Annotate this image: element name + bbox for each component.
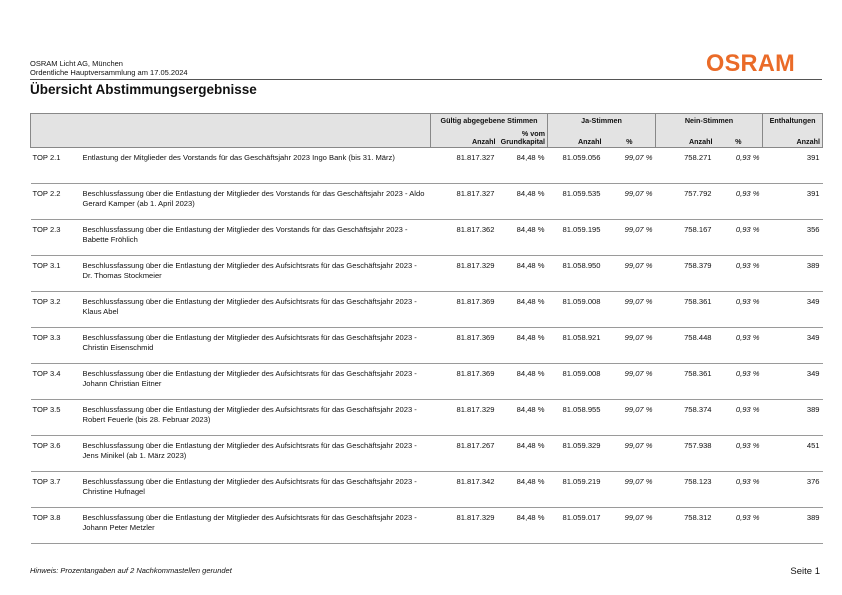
row-top-id: TOP 3.1: [31, 256, 80, 292]
table-row: [31, 508, 823, 544]
row-no-pct: 0,93 %: [715, 436, 763, 472]
row-abstain-count: 349: [763, 328, 823, 364]
page-number: Seite 1: [790, 566, 820, 577]
row-no-pct: 0,93 %: [715, 292, 763, 328]
row-yes-count: 81.059.056: [548, 148, 604, 184]
company-info: [30, 59, 188, 77]
header-valid-votes: Gültig abgegebene Stimmen: [431, 114, 548, 127]
voting-results-table: [30, 113, 823, 544]
company-name: OSRAM Licht AG, München: [30, 59, 123, 68]
row-abstain-count: 349: [763, 292, 823, 328]
row-no-pct: 0,93 %: [715, 400, 763, 436]
row-no-count: 758.448: [656, 328, 715, 364]
row-valid-count: 81.817.327: [431, 184, 498, 220]
row-yes-pct: 99,07 %: [604, 184, 656, 220]
header-blank-sub: [31, 126, 431, 148]
header-yes-count: Anzahl: [548, 126, 604, 148]
row-abstain-count: 391: [763, 148, 823, 184]
header-no-votes: Nein-Stimmen: [656, 114, 763, 127]
row-description: Beschlussfassung über die Entlastung der Mitglieder des Vorstands für das Geschäftsjahr 2023 - Aldo Gerard Kamper (ab 1. April 2023): [80, 184, 431, 220]
row-abstain-count: 389: [763, 508, 823, 544]
row-no-pct: 0,93 %: [715, 364, 763, 400]
table-row: [31, 256, 823, 292]
row-top-id: TOP 3.7: [31, 472, 80, 508]
row-no-pct: 0,93 %: [715, 256, 763, 292]
row-abstain-count: 389: [763, 256, 823, 292]
header-yes-votes: Ja-Stimmen: [548, 114, 656, 127]
row-valid-pct: 84,48 %: [498, 508, 548, 544]
row-no-count: 758.361: [656, 364, 715, 400]
row-abstain-count: 356: [763, 220, 823, 256]
row-yes-count: 81.059.535: [548, 184, 604, 220]
row-yes-pct: 99,07 %: [604, 256, 656, 292]
row-yes-count: 81.059.329: [548, 436, 604, 472]
row-valid-pct: 84,48 %: [498, 364, 548, 400]
row-no-count: 758.167: [656, 220, 715, 256]
row-yes-pct: 99,07 %: [604, 508, 656, 544]
header-valid-count: Anzahl: [431, 126, 498, 148]
row-valid-pct: 84,48 %: [498, 220, 548, 256]
row-top-id: TOP 2.2: [31, 184, 80, 220]
row-abstain-count: 349: [763, 364, 823, 400]
table-row: [31, 184, 823, 220]
row-yes-count: 81.058.955: [548, 400, 604, 436]
row-valid-pct: 84,48 %: [498, 256, 548, 292]
table-row: [31, 364, 823, 400]
row-yes-count: 81.059.017: [548, 508, 604, 544]
row-top-id: TOP 3.5: [31, 400, 80, 436]
row-no-pct: 0,93 %: [715, 220, 763, 256]
row-yes-pct: 99,07 %: [604, 436, 656, 472]
row-abstain-count: 391: [763, 184, 823, 220]
row-yes-count: 81.059.219: [548, 472, 604, 508]
row-yes-pct: 99,07 %: [604, 148, 656, 184]
header-blank: [31, 114, 431, 127]
row-yes-count: 81.058.950: [548, 256, 604, 292]
row-top-id: TOP 3.3: [31, 328, 80, 364]
table-row: [31, 292, 823, 328]
table-row: [31, 220, 823, 256]
header-yes-pct: %: [604, 126, 656, 148]
row-valid-count: 81.817.329: [431, 508, 498, 544]
row-valid-count: 81.817.362: [431, 220, 498, 256]
row-yes-pct: 99,07 %: [604, 472, 656, 508]
header-row-sub: [31, 126, 823, 148]
row-yes-pct: 99,07 %: [604, 328, 656, 364]
row-valid-count: 81.817.329: [431, 400, 498, 436]
row-yes-pct: 99,07 %: [604, 364, 656, 400]
row-no-count: 758.379: [656, 256, 715, 292]
row-valid-count: 81.817.342: [431, 472, 498, 508]
table-body: [31, 148, 823, 544]
row-no-count: 757.792: [656, 184, 715, 220]
row-valid-pct: 84,48 %: [498, 436, 548, 472]
row-yes-pct: 99,07 %: [604, 292, 656, 328]
row-valid-count: 81.817.327: [431, 148, 498, 184]
row-yes-pct: 99,07 %: [604, 220, 656, 256]
row-valid-count: 81.817.369: [431, 364, 498, 400]
row-description: Beschlussfassung über die Entlastung der Mitglieder des Aufsichtsrats für das Geschäftsjahr 2023 - Dr. Thomas Stockmeier: [80, 256, 431, 292]
row-valid-count: 81.817.329: [431, 256, 498, 292]
header-no-count: Anzahl: [656, 126, 715, 148]
row-description: Beschlussfassung über die Entlastung der Mitglieder des Aufsichtsrats für das Geschäftsjahr 2023 - Klaus Abel: [80, 292, 431, 328]
table-row: [31, 436, 823, 472]
table-row: [31, 400, 823, 436]
row-valid-pct: 84,48 %: [498, 148, 548, 184]
row-description: Entlastung der Mitglieder des Vorstands für das Geschäftsjahr 2023 Ingo Bank (bis 31. März): [80, 148, 431, 184]
row-no-count: 758.271: [656, 148, 715, 184]
row-description: Beschlussfassung über die Entlastung der Mitglieder des Aufsichtsrats für das Geschäftsjahr 2023 - Jens Minikel (ab 1. März 2023): [80, 436, 431, 472]
row-valid-count: 81.817.267: [431, 436, 498, 472]
header-abstain-count: Anzahl: [763, 126, 823, 148]
row-top-id: TOP 3.6: [31, 436, 80, 472]
row-no-count: 758.361: [656, 292, 715, 328]
row-description: Beschlussfassung über die Entlastung der Mitglieder des Aufsichtsrats für das Geschäftsjahr 2023 - Christin Eisenschmid: [80, 328, 431, 364]
row-no-count: 757.938: [656, 436, 715, 472]
row-top-id: TOP 3.8: [31, 508, 80, 544]
row-description: Beschlussfassung über die Entlastung der Mitglieder des Aufsichtsrats für das Geschäftsjahr 2023 - Christine Hufnagel: [80, 472, 431, 508]
row-valid-pct: 84,48 %: [498, 328, 548, 364]
row-abstain-count: 451: [763, 436, 823, 472]
rounding-hint: Hinweis: Prozentangaben auf 2 Nachkommastellen gerundet: [30, 566, 232, 575]
row-top-id: TOP 3.4: [31, 364, 80, 400]
row-no-pct: 0,93 %: [715, 472, 763, 508]
row-top-id: TOP 2.3: [31, 220, 80, 256]
row-valid-pct: 84,48 %: [498, 292, 548, 328]
table-row: [31, 472, 823, 508]
header-row-groups: [31, 114, 823, 127]
row-valid-pct: 84,48 %: [498, 184, 548, 220]
header-no-pct: %: [715, 126, 763, 148]
row-abstain-count: 376: [763, 472, 823, 508]
header-divider: [30, 79, 822, 80]
row-abstain-count: 389: [763, 400, 823, 436]
row-top-id: TOP 3.2: [31, 292, 80, 328]
row-no-pct: 0,93 %: [715, 328, 763, 364]
row-yes-pct: 99,07 %: [604, 400, 656, 436]
meeting-date: Ordentliche Hauptversammlung am 17.05.2024: [30, 68, 188, 77]
row-no-pct: 0,93 %: [715, 184, 763, 220]
row-no-count: 758.312: [656, 508, 715, 544]
row-yes-count: 81.059.008: [548, 364, 604, 400]
row-description: Beschlussfassung über die Entlastung der Mitglieder des Aufsichtsrats für das Geschäftsjahr 2023 - Robert Feuerle (bis 28. Februar 2023): [80, 400, 431, 436]
row-no-pct: 0,93 %: [715, 148, 763, 184]
row-valid-pct: 84,48 %: [498, 472, 548, 508]
table-row: [31, 148, 823, 184]
header-abstentions: Enthaltungen: [763, 114, 823, 127]
row-valid-count: 81.817.369: [431, 292, 498, 328]
row-description: Beschlussfassung über die Entlastung der Mitglieder des Aufsichtsrats für das Geschäftsjahr 2023 - Johann Christian Eitner: [80, 364, 431, 400]
row-yes-count: 81.059.008: [548, 292, 604, 328]
page-title: Übersicht Abstimmungsergebnisse: [30, 82, 257, 97]
table-row: [31, 328, 823, 364]
row-top-id: TOP 2.1: [31, 148, 80, 184]
osram-logo: OSRAM: [706, 50, 795, 77]
row-valid-pct: 84,48 %: [498, 400, 548, 436]
row-description: Beschlussfassung über die Entlastung der Mitglieder des Vorstands für das Geschäftsjahr 2023 - Babette Fröhlich: [80, 220, 431, 256]
row-valid-count: 81.817.369: [431, 328, 498, 364]
row-yes-count: 81.058.921: [548, 328, 604, 364]
row-no-pct: 0,93 %: [715, 508, 763, 544]
row-yes-count: 81.059.195: [548, 220, 604, 256]
header-valid-pct: % vom Grundkapital: [498, 126, 548, 148]
row-description: Beschlussfassung über die Entlastung der Mitglieder des Aufsichtsrats für das Geschäftsjahr 2023 - Johann Peter Metzler: [80, 508, 431, 544]
row-no-count: 758.374: [656, 400, 715, 436]
row-no-count: 758.123: [656, 472, 715, 508]
